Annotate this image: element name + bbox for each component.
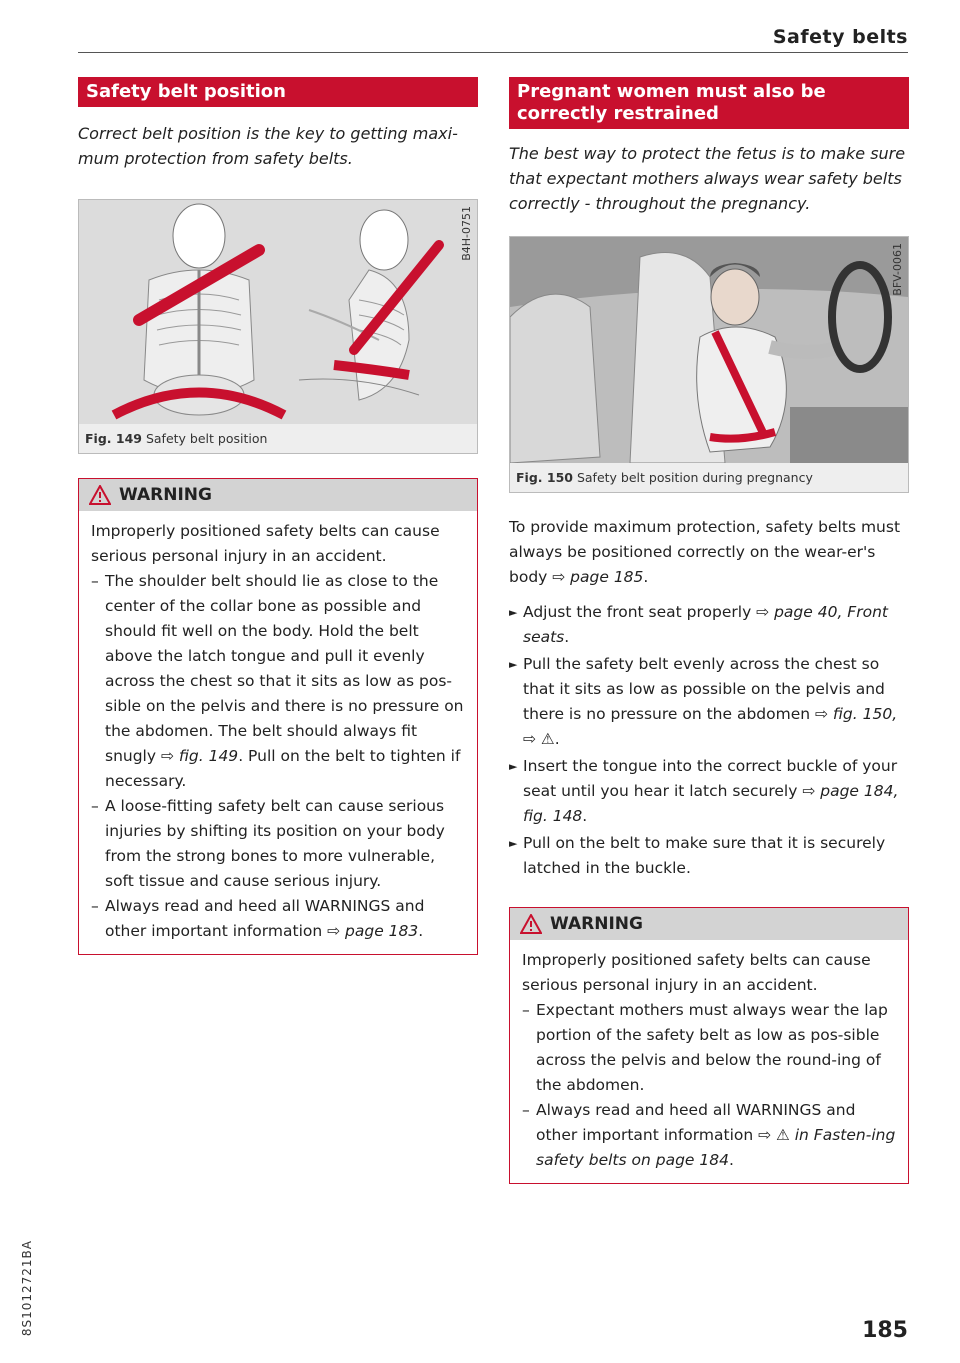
warning-title: WARNING: [119, 485, 212, 505]
cross-reference-link[interactable]: ⇨ fig. 150, ⇨ ⚠: [523, 705, 898, 748]
step-item: ► Insert the tongue into the correct buckle of your seat until you hear it latch securely ⇨ page 184, fig. 148.: [509, 757, 899, 825]
document-code: 8S1012721BA: [20, 1240, 34, 1337]
warning-body: [79, 511, 477, 954]
warning-item: – Always read and heed all WARNINGS and other important information ⇨ ⚠ in Fasten-ing safety belts on page 184.: [522, 1101, 896, 1169]
running-header: Safety belts: [772, 26, 908, 48]
warning-triangle-icon: [89, 485, 111, 505]
warning-item: – The shoulder belt should lie as close to the center of the collar bone as possible and should fit well on the body. Hold the belt above the latch tongue and pull it evenly across the chest so that it sits as low as pos-sible on the pelvis and there is no pressure on the abdomen. The belt should always fit snugly ⇨ fig. 149. Pull on the belt to tighten if necessary.: [91, 572, 464, 790]
step-item: ► Adjust the front seat properly ⇨ page 40, Front seats.: [509, 603, 888, 646]
warning-box-left: [78, 478, 478, 955]
body-paragraph: To provide maximum protection, safety belts must always be positioned correctly on the wear-er's body ⇨ page 185.: [509, 518, 901, 586]
skeleton-illustration: [79, 200, 477, 424]
intro-text: Correct belt position is the key to getting maxi-mum protection from safety belts.: [78, 124, 458, 168]
figure-149: [78, 199, 478, 454]
figure-code: B4H-0751: [460, 206, 473, 261]
figure-caption: [510, 463, 908, 492]
warning-lead: Improperly positioned safety belts can cause serious personal injury in an accident.: [91, 522, 440, 565]
figure-caption-text: Safety belt position: [145, 431, 268, 446]
warning-item: – A loose-fitting safety belt can cause serious injuries by shifting its position on your body from the strong bones to more vulnerable, soft tissue and cause serious injury.: [91, 797, 445, 890]
skeleton-drawing: [79, 200, 477, 424]
cross-reference-link[interactable]: ⇨ ⚠ in Fasten-ing safety belts on page 184: [536, 1126, 896, 1169]
step-item: ► Pull the safety belt evenly across the chest so that it sits as low as possible on the pelvis and there is no pressure on the abdomen ⇨ fig. 150, ⇨ ⚠.: [509, 655, 898, 748]
warning-item: – Expectant mothers must always wear the lap portion of the safety belt as low as pos-sible across the pelvis and below the round-ing of the abdomen.: [522, 1001, 888, 1094]
driver-drawing: [510, 237, 908, 463]
figure-caption: [79, 424, 477, 453]
warning-body: [510, 940, 908, 1183]
cross-reference-link[interactable]: ⇨ page 183: [327, 922, 419, 940]
figure-number: Fig. 149: [85, 431, 142, 446]
warning-header: [510, 908, 908, 940]
step-list: [509, 600, 909, 881]
section-heading-pregnant: Pregnant women must also be correctly restrained: [509, 77, 909, 129]
warning-box-right: [509, 907, 909, 1184]
right-column: [509, 77, 909, 1184]
warning-header: [79, 479, 477, 511]
header-rule: [78, 52, 908, 53]
figure-caption-text: Safety belt position during pregnancy: [576, 470, 813, 485]
warning-triangle-icon: [520, 914, 542, 934]
figure-number: Fig. 150: [516, 470, 573, 485]
cross-reference-link[interactable]: ⇨ page 184, fig. 148: [523, 782, 899, 825]
pregnant-driver-illustration: [510, 237, 908, 463]
figure-150: [509, 236, 909, 493]
figure-code: BFV-0061: [891, 243, 904, 296]
step-item: ► Pull on the belt to make sure that it is securely latched in the buckle.: [509, 834, 886, 877]
left-column: [78, 77, 478, 955]
cross-reference-link[interactable]: ⇨ page 185: [552, 568, 644, 586]
warning-title: WARNING: [550, 914, 643, 934]
page-number: 185: [862, 1318, 908, 1343]
warning-item: – Always read and heed all WARNINGS and other important information ⇨ page 183.: [91, 897, 425, 940]
section-heading-belt-position: Safety belt position: [78, 77, 478, 107]
warning-lead: Improperly positioned safety belts can cause serious personal injury in an accident.: [522, 951, 871, 994]
cross-reference-link[interactable]: ⇨ page 40, Front seats: [523, 603, 888, 646]
cross-reference-link[interactable]: ⇨ fig. 149: [160, 747, 239, 765]
intro-text: The best way to protect the fetus is to make sure that expectant mothers always wear safety belts correctly - throughout the pregnancy.: [509, 144, 906, 213]
